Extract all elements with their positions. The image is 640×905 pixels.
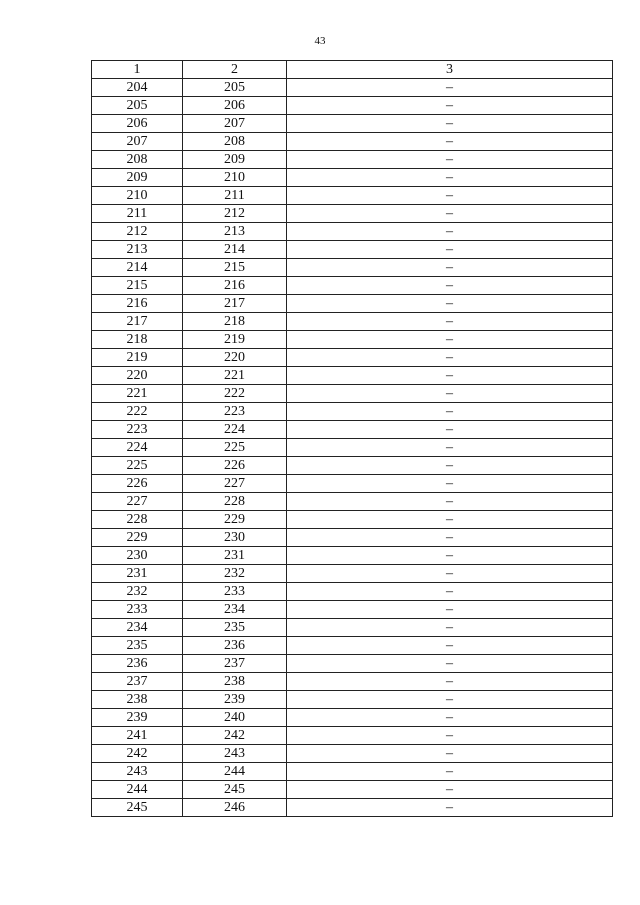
- table-row: [92, 619, 613, 637]
- table-row: [92, 151, 613, 169]
- cell-col-1: 211: [92, 205, 183, 223]
- cell-col-2: 243: [183, 745, 287, 763]
- cell-col-2: 232: [183, 565, 287, 583]
- cell-col-2: 207: [183, 115, 287, 133]
- cell-col-2: 240: [183, 709, 287, 727]
- table-row: [92, 169, 613, 187]
- cell-col-1: 219: [92, 349, 183, 367]
- cell-col-1: 241: [92, 727, 183, 745]
- cell-col-2: 221: [183, 367, 287, 385]
- cell-col-2: 215: [183, 259, 287, 277]
- cell-col-1: 243: [92, 763, 183, 781]
- cell-col-3: –: [287, 205, 613, 223]
- table-row: [92, 601, 613, 619]
- cell-col-1: 216: [92, 295, 183, 313]
- cell-col-3: –: [287, 133, 613, 151]
- cell-col-1: 208: [92, 151, 183, 169]
- cell-col-3: –: [287, 385, 613, 403]
- table-row: [92, 385, 613, 403]
- cell-col-3: –: [287, 457, 613, 475]
- table-row: [92, 673, 613, 691]
- cell-col-3: –: [287, 277, 613, 295]
- cell-col-2: 222: [183, 385, 287, 403]
- table-header: [92, 61, 613, 79]
- table-row: [92, 421, 613, 439]
- cell-col-2: 210: [183, 169, 287, 187]
- cell-col-2: 242: [183, 727, 287, 745]
- cell-col-3: –: [287, 151, 613, 169]
- cell-col-2: 216: [183, 277, 287, 295]
- column-header-1: 1: [92, 61, 183, 79]
- cell-col-2: 228: [183, 493, 287, 511]
- table-row: [92, 187, 613, 205]
- cell-col-1: 204: [92, 79, 183, 97]
- table-row: [92, 259, 613, 277]
- table-row: [92, 313, 613, 331]
- cell-col-3: –: [287, 709, 613, 727]
- cell-col-2: 230: [183, 529, 287, 547]
- cell-col-3: –: [287, 763, 613, 781]
- cell-col-2: 231: [183, 547, 287, 565]
- cell-col-1: 207: [92, 133, 183, 151]
- table-row: [92, 367, 613, 385]
- table-row: [92, 799, 613, 817]
- cell-col-2: 219: [183, 331, 287, 349]
- cell-col-2: 205: [183, 79, 287, 97]
- cell-col-3: –: [287, 115, 613, 133]
- cell-col-1: 238: [92, 691, 183, 709]
- cell-col-1: 212: [92, 223, 183, 241]
- table-body: [92, 79, 613, 817]
- cell-col-2: 238: [183, 673, 287, 691]
- page-number: 43: [314, 35, 326, 47]
- cell-col-2: 209: [183, 151, 287, 169]
- cell-col-3: –: [287, 475, 613, 493]
- table-row: [92, 493, 613, 511]
- cell-col-3: –: [287, 295, 613, 313]
- cell-col-1: 210: [92, 187, 183, 205]
- cell-col-1: 225: [92, 457, 183, 475]
- cell-col-2: 208: [183, 133, 287, 151]
- table-row: [92, 349, 613, 367]
- table-row: [92, 295, 613, 313]
- table-row: [92, 277, 613, 295]
- cell-col-3: –: [287, 439, 613, 457]
- cell-col-1: 236: [92, 655, 183, 673]
- cell-col-3: –: [287, 97, 613, 115]
- table-row: [92, 133, 613, 151]
- cell-col-3: –: [287, 691, 613, 709]
- cell-col-3: –: [287, 673, 613, 691]
- cell-col-2: 220: [183, 349, 287, 367]
- table-row: [92, 583, 613, 601]
- cell-col-2: 239: [183, 691, 287, 709]
- cell-col-1: 235: [92, 637, 183, 655]
- cell-col-1: 220: [92, 367, 183, 385]
- cell-col-1: 217: [92, 313, 183, 331]
- cell-col-2: 224: [183, 421, 287, 439]
- cell-col-2: 213: [183, 223, 287, 241]
- cell-col-2: 212: [183, 205, 287, 223]
- cell-col-2: 226: [183, 457, 287, 475]
- cell-col-3: –: [287, 601, 613, 619]
- cell-col-1: 224: [92, 439, 183, 457]
- cell-col-2: 236: [183, 637, 287, 655]
- cell-col-1: 232: [92, 583, 183, 601]
- cell-col-3: –: [287, 367, 613, 385]
- cell-col-1: 206: [92, 115, 183, 133]
- table-row: [92, 205, 613, 223]
- cell-col-3: –: [287, 529, 613, 547]
- cell-col-1: 213: [92, 241, 183, 259]
- cell-col-3: –: [287, 169, 613, 187]
- table-row: [92, 331, 613, 349]
- table-row: [92, 781, 613, 799]
- cell-col-1: 231: [92, 565, 183, 583]
- cell-col-1: 244: [92, 781, 183, 799]
- cell-col-1: 233: [92, 601, 183, 619]
- cell-col-3: –: [287, 583, 613, 601]
- cell-col-1: 223: [92, 421, 183, 439]
- cell-col-3: –: [287, 493, 613, 511]
- table-row: [92, 709, 613, 727]
- table-row: [92, 475, 613, 493]
- cell-col-1: 218: [92, 331, 183, 349]
- cell-col-3: –: [287, 637, 613, 655]
- cell-col-2: 211: [183, 187, 287, 205]
- cell-col-3: –: [287, 655, 613, 673]
- cell-col-1: 209: [92, 169, 183, 187]
- table-row: [92, 529, 613, 547]
- cell-col-2: 214: [183, 241, 287, 259]
- cell-col-3: –: [287, 313, 613, 331]
- cell-col-2: 234: [183, 601, 287, 619]
- cell-col-2: 223: [183, 403, 287, 421]
- table-row: [92, 241, 613, 259]
- data-table: [91, 60, 613, 817]
- cell-col-2: 246: [183, 799, 287, 817]
- cell-col-2: 227: [183, 475, 287, 493]
- table-row: [92, 457, 613, 475]
- cell-col-1: 230: [92, 547, 183, 565]
- cell-col-3: –: [287, 511, 613, 529]
- cell-col-1: 215: [92, 277, 183, 295]
- cell-col-1: 205: [92, 97, 183, 115]
- header-row: [92, 61, 613, 79]
- cell-col-1: 227: [92, 493, 183, 511]
- cell-col-2: 225: [183, 439, 287, 457]
- column-header-2: 2: [183, 61, 287, 79]
- cell-col-1: 234: [92, 619, 183, 637]
- cell-col-2: 229: [183, 511, 287, 529]
- cell-col-1: 228: [92, 511, 183, 529]
- cell-col-3: –: [287, 187, 613, 205]
- cell-col-2: 244: [183, 763, 287, 781]
- cell-col-3: –: [287, 79, 613, 97]
- cell-col-2: 237: [183, 655, 287, 673]
- table-row: [92, 439, 613, 457]
- cell-col-3: –: [287, 727, 613, 745]
- cell-col-3: –: [287, 745, 613, 763]
- cell-col-2: 218: [183, 313, 287, 331]
- cell-col-1: 245: [92, 799, 183, 817]
- cell-col-3: –: [287, 781, 613, 799]
- cell-col-3: –: [287, 565, 613, 583]
- cell-col-3: –: [287, 349, 613, 367]
- table-row: [92, 511, 613, 529]
- cell-col-2: 206: [183, 97, 287, 115]
- table-row: [92, 97, 613, 115]
- table-row: [92, 115, 613, 133]
- table-row: [92, 637, 613, 655]
- cell-col-1: 237: [92, 673, 183, 691]
- cell-col-2: 245: [183, 781, 287, 799]
- cell-col-2: 233: [183, 583, 287, 601]
- table-row: [92, 403, 613, 421]
- cell-col-3: –: [287, 799, 613, 817]
- table-row: [92, 79, 613, 97]
- cell-col-2: 217: [183, 295, 287, 313]
- cell-col-3: –: [287, 421, 613, 439]
- cell-col-1: 226: [92, 475, 183, 493]
- cell-col-1: 222: [92, 403, 183, 421]
- cell-col-3: –: [287, 403, 613, 421]
- table-row: [92, 547, 613, 565]
- table-row: [92, 727, 613, 745]
- cell-col-3: –: [287, 547, 613, 565]
- cell-col-3: –: [287, 619, 613, 637]
- table-row: [92, 223, 613, 241]
- cell-col-1: 229: [92, 529, 183, 547]
- cell-col-1: 242: [92, 745, 183, 763]
- table-row: [92, 763, 613, 781]
- cell-col-3: –: [287, 331, 613, 349]
- table-row: [92, 655, 613, 673]
- cell-col-3: –: [287, 259, 613, 277]
- cell-col-1: 239: [92, 709, 183, 727]
- table-row: [92, 565, 613, 583]
- cell-col-3: –: [287, 241, 613, 259]
- cell-col-1: 221: [92, 385, 183, 403]
- cell-col-3: –: [287, 223, 613, 241]
- table-row: [92, 691, 613, 709]
- cell-col-2: 235: [183, 619, 287, 637]
- column-header-3: 3: [287, 61, 613, 79]
- table-row: [92, 745, 613, 763]
- cell-col-1: 214: [92, 259, 183, 277]
